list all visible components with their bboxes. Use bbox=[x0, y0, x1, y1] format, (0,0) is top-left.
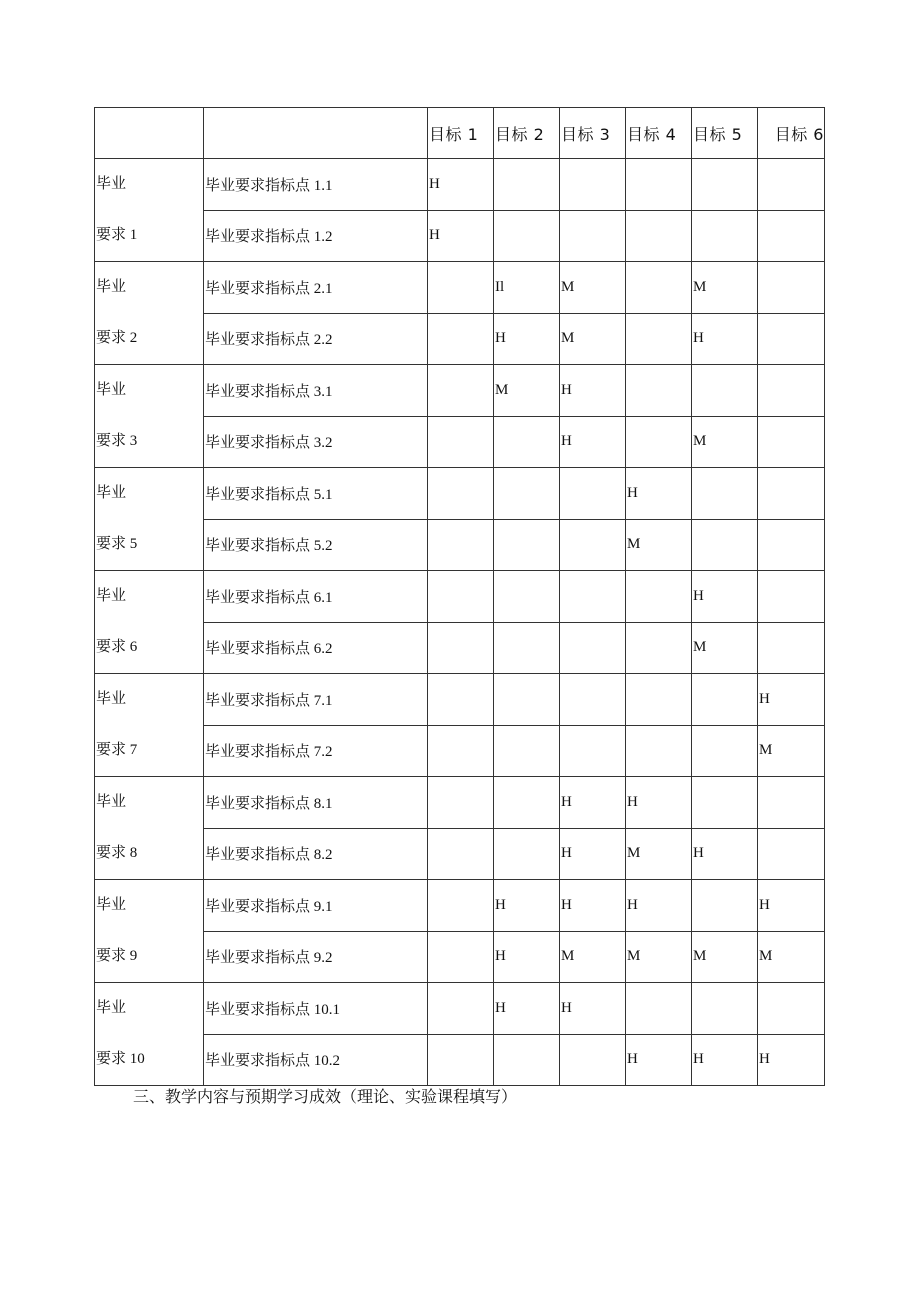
requirement-label-line1: 毕业 bbox=[96, 1000, 127, 1016]
goal-1-mark-cell bbox=[428, 880, 494, 932]
table-row bbox=[95, 931, 825, 983]
goal-2-mark-cell bbox=[494, 416, 560, 468]
goal-3-mark-cell bbox=[560, 725, 626, 777]
goal-2-mark-cell bbox=[494, 828, 560, 880]
goal-2-mark-cell bbox=[494, 777, 560, 829]
goal-3-mark-cell: M bbox=[560, 931, 626, 983]
requirement-label bbox=[95, 159, 203, 261]
requirement-label-line1: 毕业 bbox=[96, 794, 127, 810]
goal-4-mark-cell: M bbox=[626, 931, 692, 983]
requirement-label bbox=[95, 777, 203, 879]
goal-2-mark-cell bbox=[494, 210, 560, 262]
requirement-label bbox=[95, 880, 203, 982]
goal-1-mark-cell bbox=[428, 725, 494, 777]
goal-6-mark-cell bbox=[758, 468, 825, 520]
goal-3-mark-cell: M bbox=[560, 262, 626, 314]
indicator-cell: 毕业要求指标点 5.2 bbox=[204, 519, 428, 571]
goal-6-mark-cell bbox=[758, 622, 825, 674]
goal-4-mark-cell: H bbox=[626, 1034, 692, 1086]
goal-3-mark-cell bbox=[560, 622, 626, 674]
goal-4-mark-cell bbox=[626, 622, 692, 674]
requirement-label-line2: 要求 5 bbox=[96, 536, 138, 552]
requirement-cell bbox=[95, 262, 204, 365]
goal-5-mark-cell: M bbox=[692, 931, 758, 983]
requirement-cell bbox=[95, 777, 204, 880]
header-row bbox=[95, 108, 825, 159]
goal-6-mark-cell bbox=[758, 159, 825, 211]
goal-1-mark-cell bbox=[428, 468, 494, 520]
goal-4-mark-cell bbox=[626, 313, 692, 365]
table-row bbox=[95, 571, 825, 623]
goal-2-mark-cell: H bbox=[494, 313, 560, 365]
requirement-label-line1: 毕业 bbox=[96, 382, 127, 398]
goal-1-mark-cell bbox=[428, 571, 494, 623]
goal-5-mark-cell bbox=[692, 983, 758, 1035]
table-row bbox=[95, 828, 825, 880]
table-row bbox=[95, 313, 825, 365]
goal-6-mark-cell bbox=[758, 210, 825, 262]
requirement-label-line2: 要求 2 bbox=[96, 330, 138, 346]
goal-3-mark-cell: H bbox=[560, 983, 626, 1035]
goal-3-mark-cell: H bbox=[560, 828, 626, 880]
indicator-cell: 毕业要求指标点 2.2 bbox=[204, 313, 428, 365]
goal-4-mark-cell bbox=[626, 725, 692, 777]
indicator-cell: 毕业要求指标点 9.2 bbox=[204, 931, 428, 983]
table-row bbox=[95, 1034, 825, 1086]
goal-1-mark-cell bbox=[428, 622, 494, 674]
goal-3-mark-cell: M bbox=[560, 313, 626, 365]
goal-5-mark-cell bbox=[692, 468, 758, 520]
indicator-cell: 毕业要求指标点 7.2 bbox=[204, 725, 428, 777]
requirement-label-line1: 毕业 bbox=[96, 897, 127, 913]
requirement-label bbox=[95, 674, 203, 776]
goal-4-mark-cell bbox=[626, 983, 692, 1035]
goal-2-mark-cell bbox=[494, 571, 560, 623]
goal-5-mark-cell: H bbox=[692, 571, 758, 623]
requirements-matrix-table bbox=[94, 107, 825, 1086]
requirement-label bbox=[95, 983, 203, 1085]
requirement-cell bbox=[95, 880, 204, 983]
goal-3-mark-cell: H bbox=[560, 777, 626, 829]
goal-6-mark-cell: H bbox=[758, 674, 825, 726]
goal-6-mark-cell bbox=[758, 571, 825, 623]
goal-2-mark-cell bbox=[494, 674, 560, 726]
indicator-cell: 毕业要求指标点 6.2 bbox=[204, 622, 428, 674]
goal-3-mark-cell: H bbox=[560, 416, 626, 468]
requirement-label-line2: 要求 1 bbox=[96, 227, 138, 243]
goal-3-mark-cell bbox=[560, 674, 626, 726]
goal-1-mark-cell bbox=[428, 931, 494, 983]
goal-6-mark-cell bbox=[758, 313, 825, 365]
goal-4-mark-cell bbox=[626, 416, 692, 468]
goal-1-mark-cell bbox=[428, 828, 494, 880]
goal-3-mark-cell bbox=[560, 210, 626, 262]
goal-5-mark-cell bbox=[692, 880, 758, 932]
indicator-cell: 毕业要求指标点 3.1 bbox=[204, 365, 428, 417]
goal-2-mark-cell: H bbox=[494, 983, 560, 1035]
goal-2-mark-cell bbox=[494, 159, 560, 211]
indicator-cell: 毕业要求指标点 5.1 bbox=[204, 468, 428, 520]
goal-1-mark-cell bbox=[428, 313, 494, 365]
goal-4-mark-cell: M bbox=[626, 828, 692, 880]
indicator-cell: 毕业要求指标点 2.1 bbox=[204, 262, 428, 314]
goal-6-mark-cell bbox=[758, 983, 825, 1035]
goal-1-mark-cell bbox=[428, 1034, 494, 1086]
header-goal-2: 目标 2 bbox=[494, 108, 560, 159]
indicator-cell: 毕业要求指标点 10.2 bbox=[204, 1034, 428, 1086]
goal-2-mark-cell: Il bbox=[494, 262, 560, 314]
requirement-cell bbox=[95, 674, 204, 777]
goal-3-mark-cell bbox=[560, 468, 626, 520]
requirement-label-line2: 要求 6 bbox=[96, 639, 138, 655]
table-row bbox=[95, 468, 825, 520]
goal-6-mark-cell: M bbox=[758, 725, 825, 777]
goal-2-mark-cell: M bbox=[494, 365, 560, 417]
requirement-cell bbox=[95, 983, 204, 1086]
goal-6-mark-cell: H bbox=[758, 1034, 825, 1086]
goal-2-mark-cell: H bbox=[494, 931, 560, 983]
header-blank-cell bbox=[204, 108, 428, 159]
goal-1-mark-cell bbox=[428, 674, 494, 726]
goal-5-mark-cell: H bbox=[692, 1034, 758, 1086]
goal-4-mark-cell bbox=[626, 210, 692, 262]
table-row bbox=[95, 159, 825, 211]
requirement-cell bbox=[95, 468, 204, 571]
goal-4-mark-cell: H bbox=[626, 468, 692, 520]
header-goal-3: 目标 3 bbox=[560, 108, 626, 159]
requirement-label bbox=[95, 571, 203, 673]
indicator-cell: 毕业要求指标点 3.2 bbox=[204, 416, 428, 468]
goal-5-mark-cell: H bbox=[692, 313, 758, 365]
goal-1-mark-cell bbox=[428, 365, 494, 417]
goal-5-mark-cell bbox=[692, 777, 758, 829]
goal-6-mark-cell bbox=[758, 828, 825, 880]
goal-3-mark-cell bbox=[560, 1034, 626, 1086]
header-blank-cell bbox=[95, 108, 204, 159]
goal-2-mark-cell bbox=[494, 725, 560, 777]
header-goal-5: 目标 5 bbox=[692, 108, 758, 159]
requirement-label-line1: 毕业 bbox=[96, 485, 127, 501]
section-heading: 三、教学内容与预期学习成效（理论、实验课程填写） bbox=[133, 1087, 518, 1106]
goal-1-mark-cell bbox=[428, 777, 494, 829]
goal-4-mark-cell bbox=[626, 674, 692, 726]
indicator-cell: 毕业要求指标点 8.2 bbox=[204, 828, 428, 880]
goal-2-mark-cell bbox=[494, 519, 560, 571]
goal-5-mark-cell bbox=[692, 674, 758, 726]
table-row bbox=[95, 416, 825, 468]
table-row bbox=[95, 622, 825, 674]
requirement-label bbox=[95, 468, 203, 570]
goal-2-mark-cell bbox=[494, 1034, 560, 1086]
requirement-label-line2: 要求 10 bbox=[96, 1051, 145, 1067]
indicator-cell: 毕业要求指标点 8.1 bbox=[204, 777, 428, 829]
indicator-cell: 毕业要求指标点 1.2 bbox=[204, 210, 428, 262]
goal-5-mark-cell: M bbox=[692, 622, 758, 674]
requirement-cell bbox=[95, 365, 204, 468]
goal-6-mark-cell bbox=[758, 262, 825, 314]
goal-2-mark-cell: H bbox=[494, 880, 560, 932]
table-row bbox=[95, 365, 825, 417]
requirement-label-line1: 毕业 bbox=[96, 691, 127, 707]
goal-4-mark-cell: H bbox=[626, 880, 692, 932]
indicator-cell: 毕业要求指标点 10.1 bbox=[204, 983, 428, 1035]
header-goal-1: 目标 1 bbox=[428, 108, 494, 159]
requirement-label-line1: 毕业 bbox=[96, 279, 127, 295]
goal-3-mark-cell: H bbox=[560, 365, 626, 417]
requirement-label-line2: 要求 7 bbox=[96, 742, 138, 758]
goal-3-mark-cell bbox=[560, 519, 626, 571]
header-goal-6: 目标 6 bbox=[758, 108, 825, 159]
goal-6-mark-cell bbox=[758, 519, 825, 571]
goal-1-mark-cell: H bbox=[428, 159, 494, 211]
goal-4-mark-cell: M bbox=[626, 519, 692, 571]
table-row bbox=[95, 519, 825, 571]
requirement-label-line2: 要求 3 bbox=[96, 433, 138, 449]
goal-6-mark-cell: M bbox=[758, 931, 825, 983]
requirement-label-line2: 要求 9 bbox=[96, 948, 138, 964]
requirement-label-line2: 要求 8 bbox=[96, 845, 138, 861]
goal-3-mark-cell: H bbox=[560, 880, 626, 932]
table-row bbox=[95, 983, 825, 1035]
requirement-label bbox=[95, 365, 203, 467]
indicator-cell: 毕业要求指标点 1.1 bbox=[204, 159, 428, 211]
table-row bbox=[95, 674, 825, 726]
requirement-label bbox=[95, 262, 203, 364]
table-row bbox=[95, 210, 825, 262]
header-goal-4: 目标 4 bbox=[626, 108, 692, 159]
goal-3-mark-cell bbox=[560, 571, 626, 623]
goal-5-mark-cell bbox=[692, 519, 758, 571]
goal-1-mark-cell bbox=[428, 983, 494, 1035]
table-row bbox=[95, 777, 825, 829]
indicator-cell: 毕业要求指标点 6.1 bbox=[204, 571, 428, 623]
goal-5-mark-cell: H bbox=[692, 828, 758, 880]
goal-1-mark-cell bbox=[428, 416, 494, 468]
indicator-cell: 毕业要求指标点 7.1 bbox=[204, 674, 428, 726]
goal-6-mark-cell: H bbox=[758, 880, 825, 932]
table-row bbox=[95, 880, 825, 932]
goal-4-mark-cell bbox=[626, 159, 692, 211]
requirement-cell bbox=[95, 159, 204, 262]
goal-1-mark-cell bbox=[428, 262, 494, 314]
goal-1-mark-cell bbox=[428, 519, 494, 571]
goal-2-mark-cell bbox=[494, 622, 560, 674]
goal-6-mark-cell bbox=[758, 416, 825, 468]
goal-5-mark-cell bbox=[692, 210, 758, 262]
goal-5-mark-cell bbox=[692, 725, 758, 777]
requirement-label-line1: 毕业 bbox=[96, 176, 127, 192]
requirement-label-line1: 毕业 bbox=[96, 588, 127, 604]
goal-5-mark-cell bbox=[692, 365, 758, 417]
requirement-cell bbox=[95, 571, 204, 674]
goal-5-mark-cell bbox=[692, 159, 758, 211]
goal-3-mark-cell bbox=[560, 159, 626, 211]
goal-4-mark-cell bbox=[626, 571, 692, 623]
goal-4-mark-cell bbox=[626, 262, 692, 314]
goal-4-mark-cell: H bbox=[626, 777, 692, 829]
goal-4-mark-cell bbox=[626, 365, 692, 417]
goal-5-mark-cell: M bbox=[692, 416, 758, 468]
goal-6-mark-cell bbox=[758, 365, 825, 417]
goal-1-mark-cell: H bbox=[428, 210, 494, 262]
table-row bbox=[95, 725, 825, 777]
table-row bbox=[95, 262, 825, 314]
goal-2-mark-cell bbox=[494, 468, 560, 520]
goal-6-mark-cell bbox=[758, 777, 825, 829]
indicator-cell: 毕业要求指标点 9.1 bbox=[204, 880, 428, 932]
goal-5-mark-cell: M bbox=[692, 262, 758, 314]
